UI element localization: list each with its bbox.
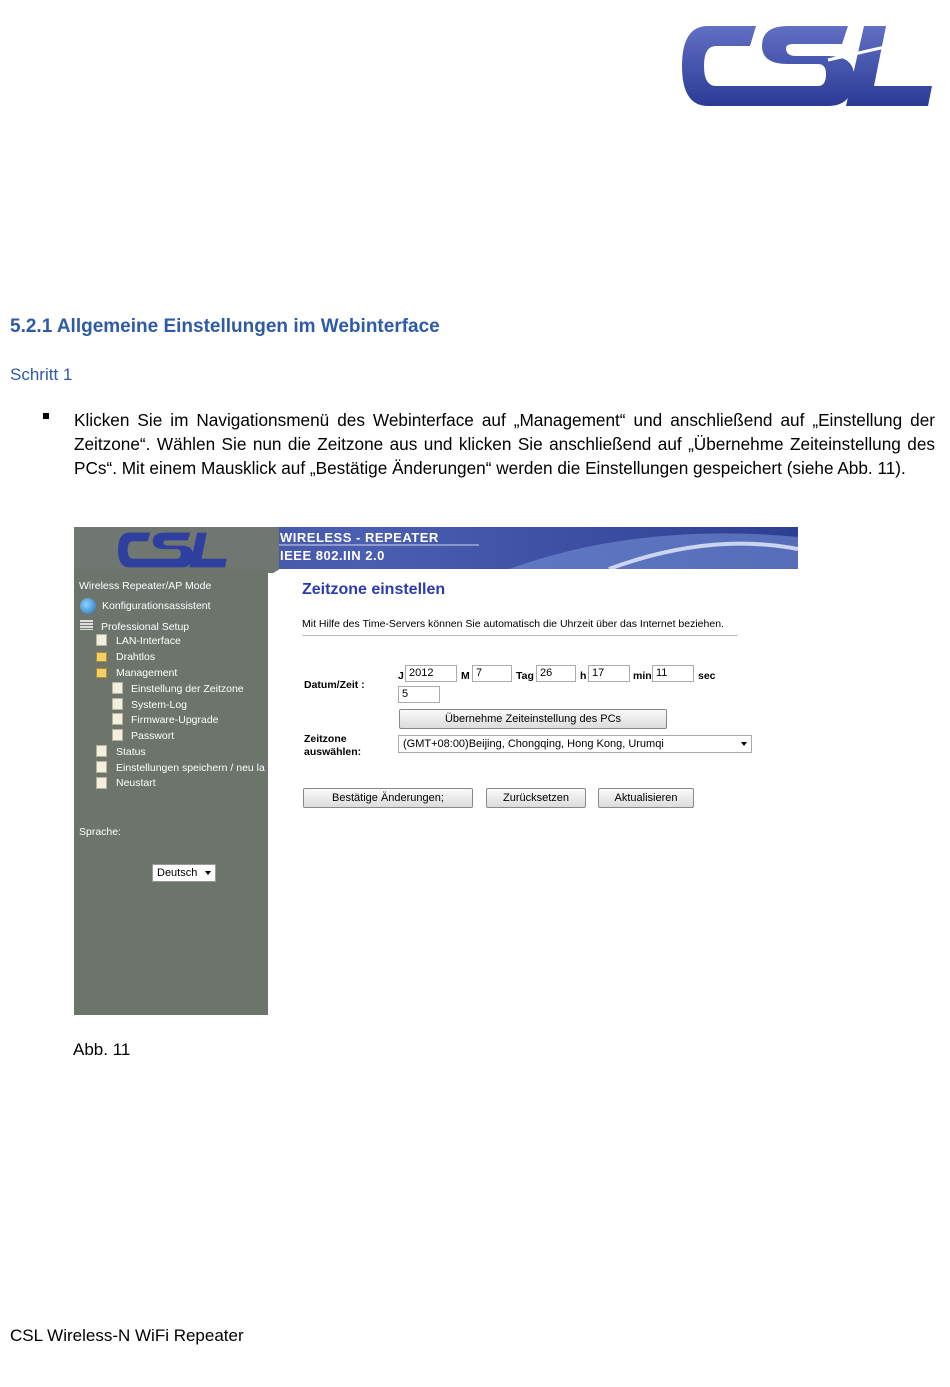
step-heading: Schritt 1 <box>10 365 73 384</box>
ui-page-title: Zeitzone einstellen <box>302 581 446 598</box>
language-label: Sprache: <box>79 826 122 838</box>
ui-header-title: WIRELESS - REPEATER <box>280 530 439 545</box>
day-label: Tag <box>516 670 534 682</box>
page-footer: CSL Wireless-N WiFi Repeater <box>10 1326 244 1345</box>
day-input[interactable]: 26 <box>536 665 576 682</box>
ui-header <box>74 527 798 569</box>
sync-pc-time-button[interactable]: Übernehme Zeiteinstellung des PCs <box>399 709 667 729</box>
minute-input[interactable]: 11 <box>652 665 694 682</box>
document-icon <box>96 745 107 757</box>
ui-logo-area <box>74 527 279 573</box>
second-input[interactable]: 5 <box>398 686 440 703</box>
datetime-label: Datum/Zeit : <box>304 679 365 691</box>
document-icon <box>96 761 107 773</box>
language-value: Deutsch <box>157 867 198 879</box>
timezone-value: (GMT+08:00)Beijing, Chongqing, Hong Kong, Urumqi <box>403 738 664 750</box>
ui-sidebar <box>74 569 268 1015</box>
sidebar-item-timezone[interactable]: Einstellung der Zeitzone <box>131 683 244 695</box>
figure-caption: Abb. 11 <box>73 1040 131 1059</box>
folder-open-icon <box>96 668 107 678</box>
setup-icon <box>80 620 93 630</box>
sidebar-item-wireless[interactable]: Drahtlos <box>116 651 156 663</box>
sidebar-mode: Wireless Repeater/AP Mode <box>79 580 212 592</box>
folder-icon <box>96 652 107 662</box>
instruction-paragraph: Klicken Sie im Navigationsmenü des Webinterface auf „Management“ und anschließend auf „Einstellung der Zeitzone“. Wählen Sie nun die Zeitzone aus und klicken Sie anschließend auf „Übernehme Zeiteinstellung des PCs“. Mit einem Mausklick auf „Bestätige Änderungen“ werden die Einstellungen gespeichert (siehe Abb. 11). <box>74 410 935 478</box>
document-icon <box>112 729 123 741</box>
sidebar-item-password[interactable]: Passwort <box>131 730 175 742</box>
year-input[interactable]: 2012 <box>405 665 457 682</box>
ui-description: Mit Hilfe des Time-Servers können Sie automatisch die Uhrzeit über das Internet beziehen. <box>302 618 724 630</box>
wizard-icon <box>80 598 96 614</box>
section-title: 5.2.1 Allgemeine Einstellungen im Webinterface <box>10 316 440 337</box>
sidebar-item-management[interactable]: Management <box>116 667 178 679</box>
sidebar-item-professional[interactable]: Professional Setup <box>101 621 190 633</box>
month-label: M <box>461 670 470 682</box>
year-label: J <box>398 670 404 682</box>
hour-label: h <box>580 670 587 682</box>
figure-screenshot <box>74 527 798 1015</box>
ui-main <box>268 569 798 1015</box>
chevron-down-icon <box>205 871 211 875</box>
sidebar-item-reboot[interactable]: Neustart <box>116 777 156 789</box>
ui-logo <box>112 530 232 570</box>
document-icon <box>112 713 123 725</box>
sidebar-item-firmware[interactable]: Firmware-Upgrade <box>131 714 219 726</box>
hour-input[interactable]: 17 <box>588 665 630 682</box>
timezone-label-line1: Zeitzone <box>304 733 347 745</box>
apply-changes-button[interactable]: Bestätige Änderungen; <box>303 788 473 808</box>
chevron-down-icon <box>741 742 747 746</box>
document-icon <box>96 634 107 646</box>
reset-button[interactable]: Zurücksetzen <box>486 788 586 808</box>
document-icon <box>96 777 107 789</box>
month-input[interactable]: 7 <box>472 665 512 682</box>
timezone-label-line2: auswählen: <box>304 746 362 758</box>
sidebar-item-status[interactable]: Status <box>116 746 146 758</box>
language-select[interactable] <box>152 864 216 882</box>
divider <box>302 635 738 636</box>
bullet-marker <box>43 413 49 419</box>
document-icon <box>112 698 123 710</box>
sidebar-item-syslog[interactable]: System-Log <box>131 699 188 711</box>
ui-header-subtitle: IEEE 802.IIN 2.0 <box>280 548 385 563</box>
csl-logo <box>678 20 934 112</box>
refresh-button[interactable]: Aktualisieren <box>598 788 694 808</box>
minute-label: min <box>633 670 652 682</box>
sidebar-item-save[interactable]: Einstellungen speichern / neu la <box>116 762 265 774</box>
document-icon <box>112 682 123 694</box>
sidebar-item-wizard[interactable]: Konfigurationsassistent <box>102 600 211 612</box>
sidebar-item-lan[interactable]: LAN-Interface <box>116 635 181 647</box>
second-label: sec <box>698 670 716 682</box>
timezone-select[interactable] <box>398 735 752 753</box>
